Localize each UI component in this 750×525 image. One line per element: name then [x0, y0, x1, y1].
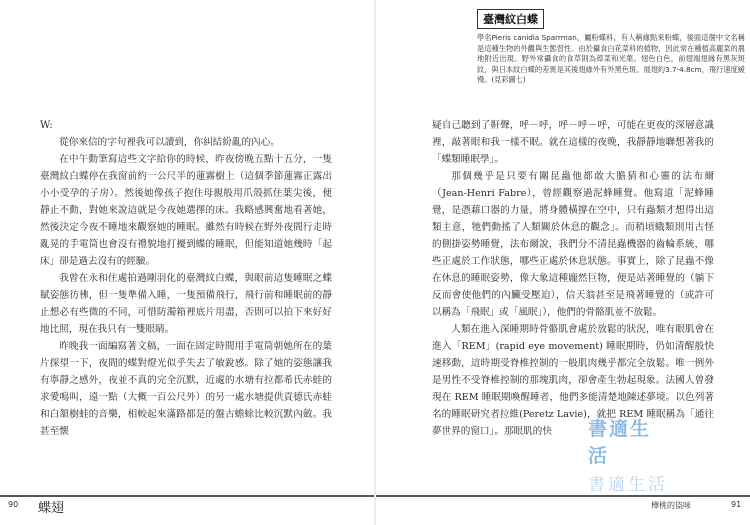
left-page-text [40, 117, 332, 440]
left-paragraph: 我曾在永和住處拍過剛羽化的臺灣紋白蝶，與眼前這隻睡眠之蝶賦姿態彷彿，但一隻準備入睡，一隻預備飛行，飛行前和睡眠前的靜止想必有些微的不同，可惜防濁箱裡底片用盡，否則可以拍下來好好地比照，現在我只有一雙眼睛。 [40, 273, 332, 335]
page-number: 90 [8, 500, 19, 509]
sidebar-species-note [477, 8, 745, 86]
sidebar-title: 臺灣紋白蝶 [477, 9, 544, 29]
right-paragraph: 那個幾乎是只要有關昆蟲他都敢大膽猜和心靈的法布爾（Jean-Henri Fabre），曾經觀察過泥蜂睡覺。他寫道「泥蜂睡覺，是憑藉口器的力量，將身體橫撐在空中，只有蟲類才想得出這類主意，牠們動搖了人類關於休息的觀念」。而稍頃蛾類則用古怪的側掛姿勢睡覺，法布爾說，我們分不清昆蟲機器的齒輪系統，哪些正處於工作狀態，哪些正處於休息狀態。事實上，除了昆蟲不像在休息的睡眠姿勢，像大象這種龐然巨物，便是站著睡覺的（躺下反而會使他們的內臟受壓迫），信天翁甚至是飛著睡覺的（或許可以稱為「飛眠」或「風眠」），他們的骨骼肌並不放鬆。 [432, 171, 714, 318]
page-number: 91 [731, 500, 742, 509]
right-paragraph: 疑自己聽到了鼾聲，呼－呼，呼－呼－呼，可能在更夜的深層意識裡，敲著眼和我一樣不眠。就在這樣的夜晚，我靜靜地聯想著我的「蝶類睡眠學」。 [432, 120, 714, 165]
watermark-text: 書適生活 [588, 418, 652, 467]
letter-salutation: W: [40, 120, 53, 131]
left-paragraph: 在中午動筆寫這些文字給你的時候，昨夜傍晚五點十五分，一隻臺灣紋白蝶停在我窗前約一公尺半的蓮霧樹上（這個季節蓮霧正露出小小受孕的子房）。然後她像孩子抱住母親般用爪殼抓住葉尖後，便靜止不動，對她來說這就是今夜她選擇的床。我略感興奮地看著她，然後決定今夜不睡地來觀察她的睡眠。雖然有時候在野外夜間行走時亂晃的手電筒也會沒有禮貌地打擾到蝶的睡眠，但能知道她幾時「起床」卻是過去沒有的經驗。 [40, 154, 332, 267]
right-paragraph: 人類在進入深睡期時骨骼肌會處於放鬆的狀況，唯有眼肌會在進入「REM」(rapid eye movement) 睡眠期時，仍如清醒般快速移動，這時期受脊椎控制的一般肌肉幾乎都完全放鬆。唯一例外是男性不受脊椎控制的那塊肌肉，卻會產生勃起現象。法國人曾發現在 REM 睡眠期喚醒睡者，他們多能清楚地陳述夢境。以色列著名的睡眠研究者拉維(Peretz Lavie)，就把 REM 睡眠稱為「通往夢世界的窗口」。那眼肌的快 [432, 324, 714, 437]
page-gutter [374, 0, 376, 525]
watermark [588, 414, 668, 495]
book-title: 蝶翅 [38, 501, 65, 516]
watermark-text: 書適生活 [588, 475, 668, 495]
left-paragraph: 從你來信的字句裡我可以讀到，你糾結紛亂的內心。 [59, 137, 280, 148]
sidebar-body: 學名Pieris canidia Sparrman，屬粉蝶科，有人稱緣點來粉蝶，後面這個中文名稱是這種生物的外觀與生態習性。由於攝食白花菜科的植物，因此常在種植高麗菜的農地附近出現。野外常攝食的食草則為蔊菜和光葉。翅色白色，前翅端翅緣有黑灰斑紋，與日本紋白蝶的差異是其後翅緣外有外黑色斑。展翅約3.7-4.8cm，飛行速度緩慢。(見彩圖七) [477, 33, 745, 84]
chapter-title: 樺桃的盜味 [651, 501, 691, 510]
footer-rule [376, 495, 750, 497]
right-page-text [432, 117, 714, 440]
left-paragraph: 昨晚我一面編寫著文稿，一面在固定時間用手電筒朝她所在的葉片探望一下，夜間的蝶對燈光似乎失去了敏銳感。除了她的姿態讓我有寧靜之感外，夜並不真的完全沉默，近處的水塘有拉都希氏赤蛙的求愛鳴叫，遠一點（大概一百公尺外）的另一處水塘提供貢德氏赤蛙和白頷樹蛙的音樂，相較起來滿路都是的盤古蟾蜍比較沉默內斂。我甚至懷 [40, 341, 332, 437]
